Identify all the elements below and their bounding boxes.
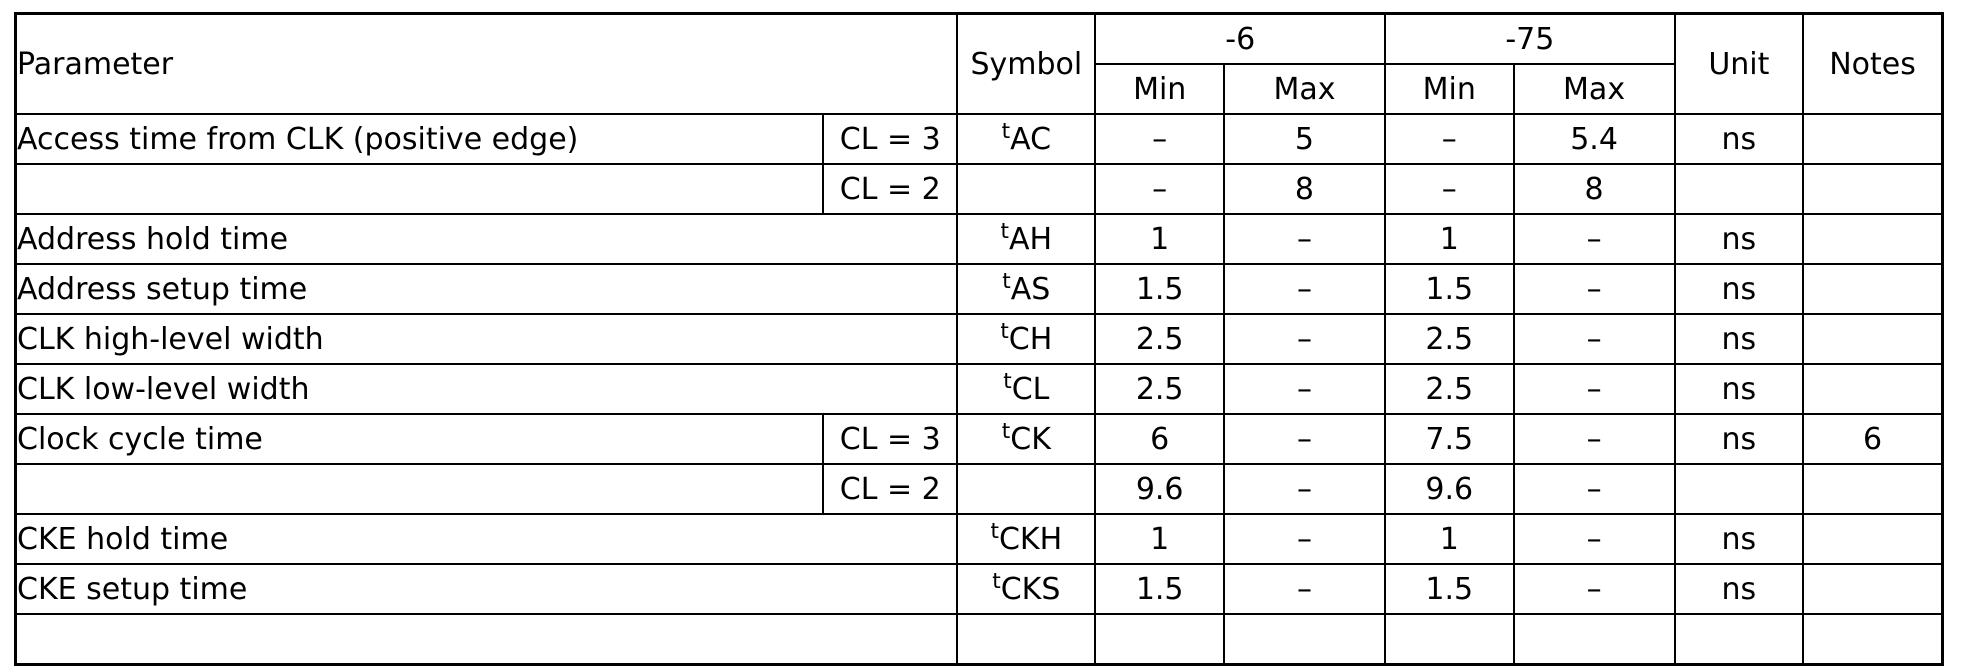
row-max-75: – xyxy=(1514,414,1675,464)
row-parameter xyxy=(16,164,824,214)
table-body xyxy=(16,114,1943,665)
clipped-cell xyxy=(1675,614,1803,665)
row-max-75: 8 xyxy=(1514,164,1675,214)
row-min-75: 2.5 xyxy=(1385,364,1513,414)
clipped-cell xyxy=(1514,614,1675,665)
row-unit: ns xyxy=(1675,114,1803,164)
row-symbol xyxy=(957,114,1095,164)
row-max-6: – xyxy=(1224,364,1385,414)
row-notes xyxy=(1803,264,1942,314)
row-max-75: 5.4 xyxy=(1514,114,1675,164)
row-min-6: 1 xyxy=(1095,514,1223,564)
row-max-75: – xyxy=(1514,214,1675,264)
row-min-6: – xyxy=(1095,114,1223,164)
row-symbol xyxy=(957,564,1095,614)
row-max-6: – xyxy=(1224,214,1385,264)
header-parameter: Parameter xyxy=(16,14,958,115)
row-unit: ns xyxy=(1675,314,1803,364)
clipped-cell xyxy=(1095,614,1223,665)
symbol-text: CH xyxy=(1008,321,1053,357)
timing-spec-table xyxy=(14,12,1944,666)
row-min-6: 1.5 xyxy=(1095,564,1223,614)
row-symbol xyxy=(957,264,1095,314)
header-group-75: -75 xyxy=(1385,14,1675,65)
symbol-prefix: t xyxy=(992,568,1001,594)
row-condition: CL = 2 xyxy=(823,164,957,214)
row-unit: ns xyxy=(1675,514,1803,564)
header-symbol: Symbol xyxy=(957,14,1095,115)
row-max-75: – xyxy=(1514,564,1675,614)
clipped-cell xyxy=(957,614,1095,665)
row-notes xyxy=(1803,564,1942,614)
row-symbol xyxy=(957,214,1095,264)
row-min-6: 2.5 xyxy=(1095,364,1223,414)
row-min-6: 1 xyxy=(1095,214,1223,264)
table-header xyxy=(16,14,1943,115)
row-max-6: – xyxy=(1224,264,1385,314)
table-row xyxy=(16,314,1943,364)
row-min-75: 2.5 xyxy=(1385,314,1513,364)
row-max-75: – xyxy=(1514,314,1675,364)
symbol-text: CK xyxy=(1010,421,1051,457)
table-row xyxy=(16,414,1943,464)
row-max-75: – xyxy=(1514,264,1675,314)
row-max-75: – xyxy=(1514,464,1675,514)
row-notes xyxy=(1803,164,1942,214)
row-unit xyxy=(1675,464,1803,514)
row-min-75: – xyxy=(1385,164,1513,214)
row-min-75: 7.5 xyxy=(1385,414,1513,464)
table-row xyxy=(16,164,1943,214)
table-row xyxy=(16,564,1943,614)
symbol-text: CKS xyxy=(1000,571,1061,607)
symbol-text: AS xyxy=(1010,271,1051,307)
row-parameter: Address hold time xyxy=(16,214,958,264)
row-unit: ns xyxy=(1675,414,1803,464)
row-unit: ns xyxy=(1675,214,1803,264)
row-notes xyxy=(1803,314,1942,364)
table-row xyxy=(16,464,1943,514)
header-group-6: -6 xyxy=(1095,14,1385,65)
header-max-6: Max xyxy=(1224,64,1385,114)
row-max-6: 8 xyxy=(1224,164,1385,214)
row-parameter: Address setup time xyxy=(16,264,958,314)
row-max-6: – xyxy=(1224,514,1385,564)
symbol-text: CL xyxy=(1011,371,1050,407)
row-symbol xyxy=(957,514,1095,564)
row-notes xyxy=(1803,114,1942,164)
header-max-75: Max xyxy=(1514,64,1675,114)
symbol-prefix: t xyxy=(1002,268,1011,294)
row-unit: ns xyxy=(1675,264,1803,314)
symbol-prefix: t xyxy=(1000,218,1010,244)
symbol-prefix: t xyxy=(990,518,999,544)
row-min-6: 1.5 xyxy=(1095,264,1223,314)
row-max-6: – xyxy=(1224,464,1385,514)
row-max-75: – xyxy=(1514,364,1675,414)
row-parameter: CLK low-level width xyxy=(16,364,958,414)
row-max-6: – xyxy=(1224,414,1385,464)
table-row xyxy=(16,114,1943,164)
row-max-6: – xyxy=(1224,564,1385,614)
document-page xyxy=(0,12,1962,662)
symbol-prefix: t xyxy=(1000,318,1009,344)
row-condition: CL = 3 xyxy=(823,114,957,164)
symbol-prefix: t xyxy=(1001,418,1011,444)
header-row-groups xyxy=(16,14,1943,65)
row-notes: 6 xyxy=(1803,414,1942,464)
row-min-6: 2.5 xyxy=(1095,314,1223,364)
row-notes xyxy=(1803,214,1942,264)
symbol-prefix: t xyxy=(1003,368,1012,394)
row-notes xyxy=(1803,464,1942,514)
table-row-clipped xyxy=(16,614,1943,665)
symbol-prefix: t xyxy=(1001,118,1011,144)
clipped-cell xyxy=(1385,614,1513,665)
clipped-cell xyxy=(16,614,958,665)
header-unit: Unit xyxy=(1675,14,1803,115)
row-parameter: Access time from CLK (positive edge) xyxy=(16,114,824,164)
header-min-6: Min xyxy=(1095,64,1223,114)
table-row xyxy=(16,364,1943,414)
row-unit: ns xyxy=(1675,364,1803,414)
row-notes xyxy=(1803,364,1942,414)
header-notes: Notes xyxy=(1803,14,1942,115)
row-min-6: – xyxy=(1095,164,1223,214)
header-min-75: Min xyxy=(1385,64,1513,114)
row-parameter: CKE setup time xyxy=(16,564,958,614)
row-min-75: – xyxy=(1385,114,1513,164)
row-parameter: Clock cycle time xyxy=(16,414,824,464)
clipped-cell xyxy=(1803,614,1942,665)
row-unit: ns xyxy=(1675,564,1803,614)
row-max-6: 5 xyxy=(1224,114,1385,164)
symbol-text: CKH xyxy=(998,521,1063,557)
row-symbol xyxy=(957,464,1095,514)
symbol-text: AH xyxy=(1009,221,1053,257)
row-min-75: 1 xyxy=(1385,514,1513,564)
row-min-6: 9.6 xyxy=(1095,464,1223,514)
row-parameter: CLK high-level width xyxy=(16,314,958,364)
row-min-75: 1.5 xyxy=(1385,264,1513,314)
row-unit xyxy=(1675,164,1803,214)
row-max-6: – xyxy=(1224,314,1385,364)
clipped-cell xyxy=(1224,614,1385,665)
symbol-text: AC xyxy=(1010,121,1052,157)
row-notes xyxy=(1803,514,1942,564)
table-row xyxy=(16,214,1943,264)
row-min-6: 6 xyxy=(1095,414,1223,464)
table-row xyxy=(16,514,1943,564)
row-symbol xyxy=(957,314,1095,364)
row-condition: CL = 3 xyxy=(823,414,957,464)
row-symbol xyxy=(957,364,1095,414)
row-min-75: 1.5 xyxy=(1385,564,1513,614)
row-min-75: 1 xyxy=(1385,214,1513,264)
row-parameter xyxy=(16,464,824,514)
row-condition: CL = 2 xyxy=(823,464,957,514)
row-symbol xyxy=(957,414,1095,464)
table-row xyxy=(16,264,1943,314)
row-parameter: CKE hold time xyxy=(16,514,958,564)
row-max-75: – xyxy=(1514,514,1675,564)
row-symbol xyxy=(957,164,1095,214)
row-min-75: 9.6 xyxy=(1385,464,1513,514)
